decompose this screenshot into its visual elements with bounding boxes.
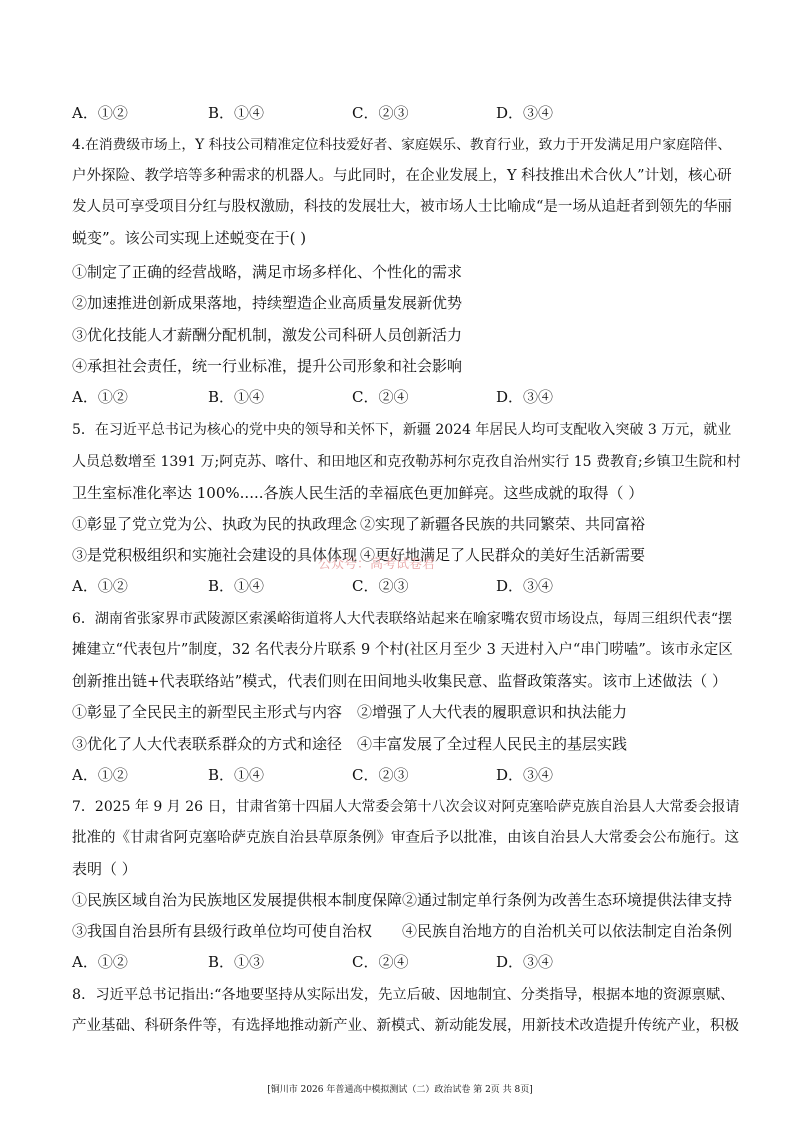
q7-statement: ③我国自治县所有县级行政单位均可使自治权 [72,922,373,940]
q8-stem-line: 8．习近平总书记指出:“各地要坚持从实际出发，先立后破、因地制宜、分类指导，根据本地的资源禀赋、 [72,987,735,1003]
q4-stem-line: 蜕变”。该公司实现上述蜕变在于( ) [72,229,307,247]
q4-stem-line: 4.在消费级市场上，Y 科技公司精准定位科技爱好者、家庭娱乐、教育行业，致力于开发满足用户家庭陪伴、 [72,137,732,153]
q6-option-a: A．①② [72,766,128,784]
q5-statement: ③是党积极组织和实施社会建设的具体体现 [72,546,358,564]
q3-options [72,103,742,123]
q6-option-c: C．②③ [352,766,409,784]
q7-option-b: B．①③ [208,953,265,971]
page-footer: [铜川市 2026 年普通高中模拟测试（二）政治试卷 第 2页 共 8页] [267,1085,533,1095]
q5-statement: ①彰显了党立党为公、执政为民的执政理念 [72,515,358,533]
q5-stem-line: 5．在习近平总书记为核心的党中央的领导和关怀下，新疆 2024 年居民人均可支配收入突破 3 万元，就业 [72,422,732,438]
q7-stem-line: 7．2025 年 9 月 26 日，甘肃省第十四届人大常委会第十八次会议对阿克塞哈萨克族自治县人大常委会报请 [72,799,740,815]
q6-stem-line: 6．湖南省张家界市武陵源区索溪峪街道将人大代表联络站起来在喻家嘴农贸市场设点，每周三组织代表“摆 [72,611,733,627]
q4-option-a: A．①② [72,388,128,406]
q6-statement: ③优化了人大代表联系群众的方式和途径 [72,735,343,753]
q5-option-d: D．③④ [496,577,554,595]
q6-option-d: D．③④ [496,766,554,784]
q6-statement-row [72,702,742,722]
q7-option-d: D．③④ [496,953,554,971]
q7-statement-row [72,921,742,941]
q4-statement: ④承担社会责任，统一行业标准，提升公司形象和社会影响 [72,357,463,375]
q7-options [72,952,742,972]
q5-stem-line: 卫生室标准化率达 100%.....各族人民生活的幸福底色更加鲜亮。这些成就的取得（ ） [72,484,644,502]
q7-statement: ②通过制定单行条例为改善生态环境提供法律支持 [402,891,733,909]
q5-statement: ②实现了新疆各民族的共同繁荣、共同富裕 [360,515,646,533]
q4-options [72,387,742,407]
q7-statement: ①民族区域自治为民族地区发展提供根本制度保障 [72,891,403,909]
q4-option-c: C．②④ [352,388,409,406]
q4-statement: ②加速推进创新成果落地，持续塑造企业高质量发展新优势 [72,294,463,312]
q5-stem-line: 人员总数增至 1391 万;阿克苏、喀什、和田地区和克孜勒苏柯尔克孜自治州实行 15 费教育;乡镇卫生院和村 [72,454,741,470]
q7-stem-line: 表明（ ） [72,860,137,878]
q6-statement-row [72,734,742,754]
q7-option-c: C．②④ [352,953,409,971]
q3-option-c: C．②③ [352,104,409,122]
q5-option-a: A．①② [72,577,128,595]
q5-option-b: B．①④ [208,577,265,595]
q4-option-b: B．①④ [208,388,265,406]
q5-statement-row [72,514,742,534]
q6-option-b: B．①④ [208,766,265,784]
q7-statement-row [72,890,742,910]
q5-options [72,576,742,596]
q4-statement: ③优化技能人才薪酬分配机制，激发公司科研人员创新活力 [72,326,463,344]
q3-option-d: D．③④ [496,104,554,122]
q4-option-d: D．③④ [496,388,554,406]
q3-option-b: B．①④ [208,104,265,122]
q7-stem-line: 批准的《甘肃省阿克塞哈萨克族自治县草原条例》审查后予以批准，由该自治县人大常委会公布施行。这 [72,830,739,846]
q4-stem-line: 户外探险、教学培等多种需求的机器人。与此同时，在企业发展上，Y 科技推出术合伙人”计划，核心研 [72,168,732,184]
q6-statement: ①彰显了全民民主的新型民主形式与内容 [72,703,343,721]
q7-statement: ④民族自治地方的自治机关可以依法制定自治条例 [402,922,733,940]
watermark: 公众号：高考试卷君 [318,557,436,572]
q6-statement: ②增强了人大代表的履职意识和执法能力 [357,703,628,721]
q6-stem-line: 摊建立“代表包片”制度，32 名代表分片联系 9 个村(社区月至少 3 天进村入户“串门唠嗑”。该市永定区 [72,642,733,658]
q3-option-a: A．①② [72,104,128,122]
q6-statement: ④丰富发展了全过程人民民主的基层实践 [357,735,628,753]
q5-option-c: C．②③ [352,577,409,595]
q4-stem-line: 发人员可享受项目分红与股权激励，科技的发展壮大，被市场人士比喻成“是一场从追赶者到领先的华丽 [72,199,732,215]
q8-stem-line: 产业基础、科研条件等，有选择地推动新产业、新模式、新动能发展，用新技术改造提升传统产业，积极 [72,1018,739,1034]
q6-stem-line: 创新推出链+代表联络站”模式，代表们则在田间地头收集民意、监督政策落实。该市上述做法（ ） [72,672,728,690]
q6-options [72,765,742,785]
q4-statement: ①制定了正确的经营战略，满足市场多样化、个性化的需求 [72,263,463,281]
q5-statement: ④更好地满足了人民群众的美好生活新需要 [360,546,646,564]
q7-option-a: A．①② [72,953,128,971]
